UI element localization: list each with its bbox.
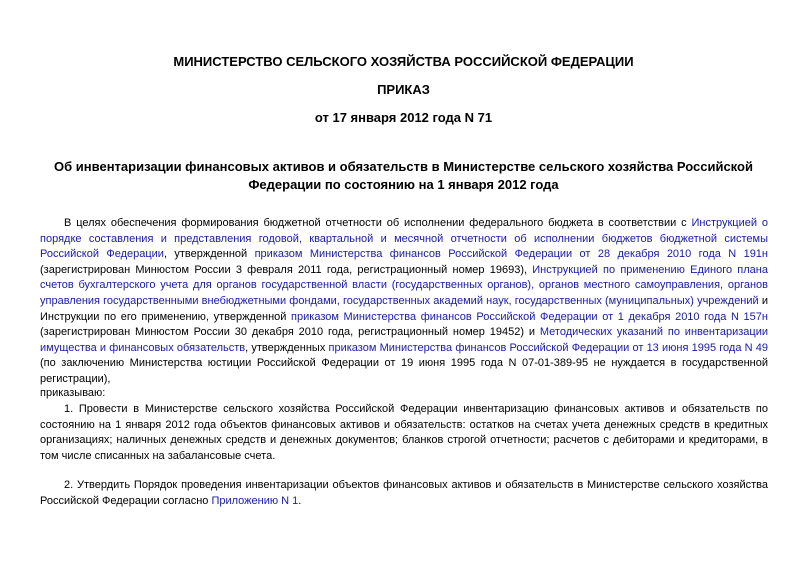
item-2-text: 2. Утвердить Порядок проведения инвентаризации объектов финансовых активов и обязательств в Министерстве сельского хозяйства Российской Федерации согласно	[40, 479, 768, 507]
item-1-text: 1. Провести в Министерстве сельского хозяйства Российской Федерации инвентаризацию финансовых активов и обязательств по состоянию на 1 января 2012 года объектов финансовых активов и обязательств: остатков на счетах учета денежных средств в кредитных организациях; наличных денежных средств и денежных документов; бланков строгой отчетности; расчетов с дебиторами и кредиторами, в том числе списанных на забалансовые счета.	[40, 403, 768, 462]
date-number-heading: от 17 января 2012 года N 71	[314, 110, 493, 125]
preamble-text: (зарегистрирован Минюстом России 30 декабря 2010 года, регистрационный номер 19452) и	[40, 326, 540, 339]
link-appendix-1[interactable]: Приложению N 1	[211, 494, 299, 507]
preamble-text: и Инструкции по его применению, утвержденной	[40, 294, 769, 323]
preamble-paragraph	[40, 216, 768, 388]
preamble-text: (по заключению Министерства юстиции Российской Федерации от 19 июня 1995 года N 07-01-389-95 не нуждается в государственной регистрации),	[40, 357, 768, 385]
link-order-157n[interactable]: приказом Министерства финансов Российской Федерации от 1 декабря 2010 года N 157н	[291, 310, 768, 323]
link-order-191n[interactable]: приказом Министерства финансов Российской Федерации от 28 декабря 2010 года N 191н	[254, 248, 769, 261]
doc-type-heading: ПРИКАЗ	[377, 82, 430, 97]
item-2-paragraph	[40, 478, 768, 509]
item-2-end: .	[298, 494, 302, 507]
preamble-text: В целях обеспечения формирования бюджетной отчетности об исполнении федерального бюджета в соответствии с	[64, 217, 692, 229]
link-reporting-instruction[interactable]: Инструкцией о порядке составления и представления годовой, квартальной и месячной отчетности об исполнении бюджетов бюджетной системы Российской Федерации	[40, 217, 768, 261]
ministry-heading: МИНИСТЕРСТВО СЕЛЬСКОГО ХОЗЯЙСТВА РОССИЙСКОЙ ФЕДЕРАЦИИ	[173, 54, 634, 69]
link-methodical-guidelines[interactable]: Методических указаний по инвентаризации имущества и финансовых обязательств	[40, 326, 768, 354]
order-word: приказываю:	[40, 387, 106, 399]
item-1-paragraph	[40, 402, 768, 464]
preamble-text: , утвержденной	[163, 248, 255, 261]
link-accounts-plan-instruction[interactable]: Инструкцией по применению Единого плана счетов бухгалтерского учета для органов государственной власти (государственных органов), органов местного самоуправления, органов управления государственными внебюджетными фондами, государственных академий наук, государственных (муниципальных) учреждений	[40, 263, 768, 307]
preamble-text: , утвержденных	[245, 341, 329, 354]
order-title: Об инвентаризации финансовых активов и обязательств в Министерстве сельского хозяйства Российской Федерации по состоянию на 1 января 2012 года	[54, 159, 753, 192]
link-order-49[interactable]: приказом Министерства финансов Российской Федерации от 13 июня 1995 года N 49	[328, 341, 768, 354]
preamble-text: (зарегистрирован Минюстом России 3 февраля 2011 года, регистрационный номер 19693),	[40, 263, 533, 276]
